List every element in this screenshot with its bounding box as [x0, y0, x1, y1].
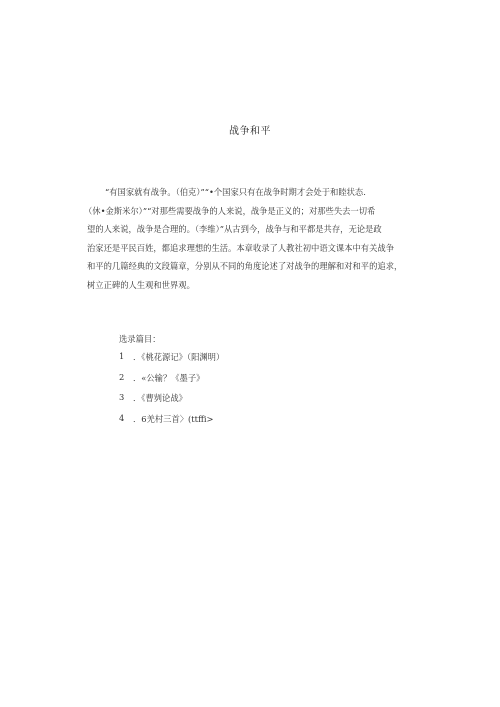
intro-line: 和平的几篇经典的文段篇章，分别从不同的角度论述了对战争的理解和对和平的追求，	[87, 261, 403, 272]
list-item	[119, 372, 224, 393]
intro-line: （休•金斯米尔）”“对那些需要战争的人来说，战争是正义的；对那些失去一切希	[84, 205, 376, 216]
intro-line: “有国家就有战争。（伯克）”“•个国家只有在战争时期才会处于和睦状态.	[105, 187, 366, 197]
list-item-number: 2	[119, 371, 125, 382]
list-item-text: ．《曹刿论战》	[133, 393, 187, 403]
intro-line: 望的人来说，战争是合理的。（李维）”从古到今，战争与和平都是共存，无论是政	[87, 224, 382, 235]
list-item	[119, 392, 224, 413]
page-title: 战争和平	[229, 126, 271, 137]
selected-works-heading: 选录篇目：	[119, 334, 161, 344]
list-item-number: 1	[119, 351, 125, 361]
selected-works-list	[119, 333, 224, 433]
list-item-text: ．《桃花源记》（阳渊明）	[133, 352, 225, 362]
intro-line: 治家还是平民百姓，都追求理想的生活。本章收录了人教社初中语文课本中有关战争	[87, 242, 394, 253]
list-item-text: ．6羌村三首〉(ttffi>	[133, 413, 214, 424]
list-item-text: ．«公输？《墨子》	[133, 372, 205, 383]
list-item-number: 3	[119, 392, 125, 402]
list-item	[119, 413, 224, 434]
intro-line: 树立正碑的人生观和世界观。	[87, 279, 195, 290]
list-item-number: 4	[119, 412, 125, 423]
intro-paragraph	[84, 183, 433, 295]
list-item	[119, 351, 224, 372]
